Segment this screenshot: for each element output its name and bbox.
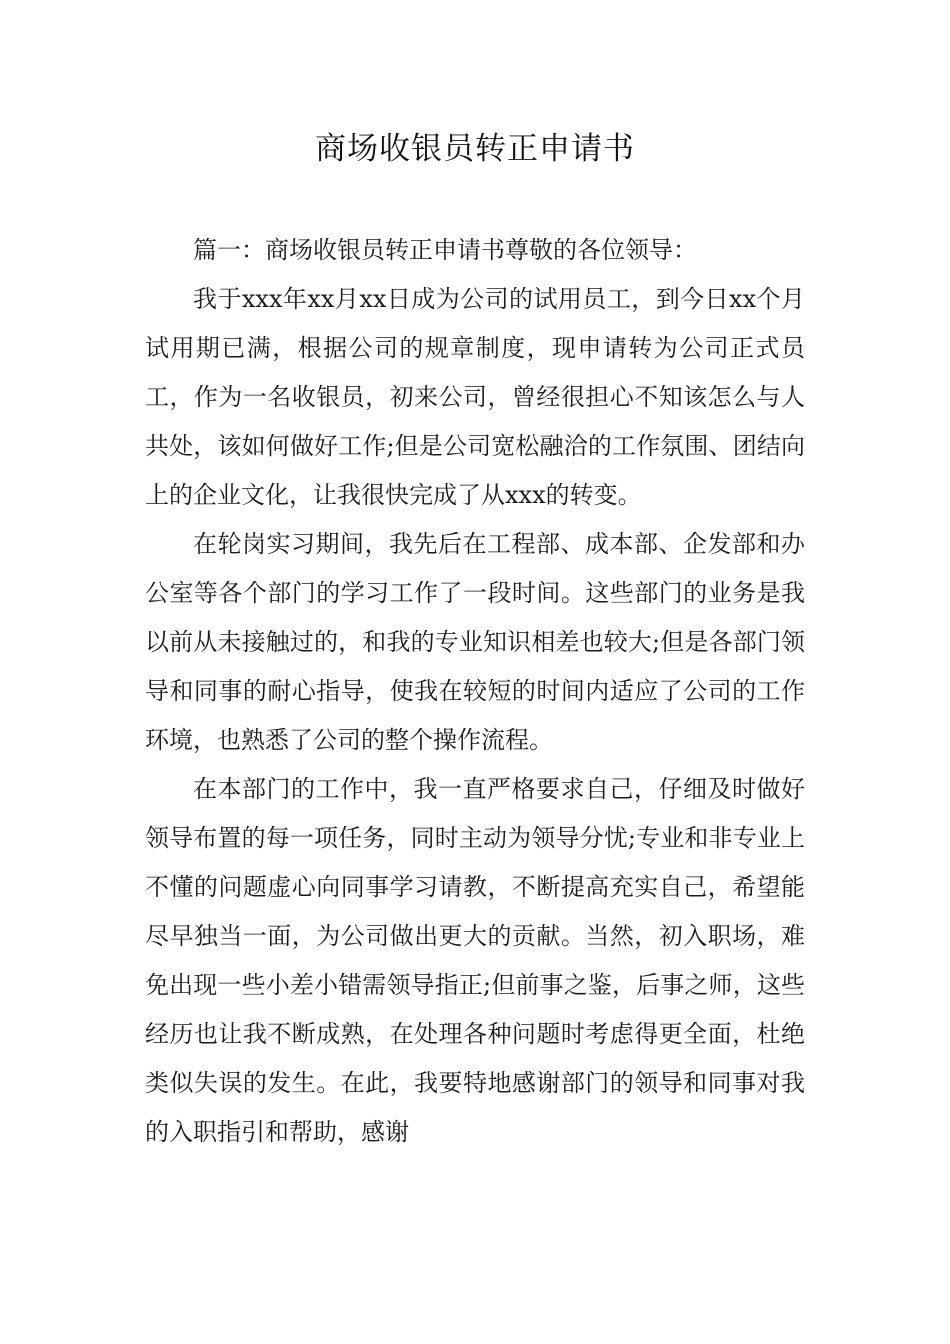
document-title: 商场收银员转正申请书: [315, 131, 635, 167]
paragraph-1: 我于xxx年xx月xx日成为公司的试用员工，到今日xx个月试用期已满，根据公司的规章制度，现申请转为公司正式员工，作为一名收银员，初来公司，曾经很担心不知该怎么与人共处，该如何做好工作;但是公司宽松融洽的工作氛围、团结向上的企业文化，让我很快完成了从xxx的转变。: [145, 285, 805, 509]
document-body: [145, 226, 805, 1157]
paragraph-2: 在轮岗实习期间，我先后在工程部、成本部、企发部和办公室等各个部门的学习工作了一段时间。这些部门的业务是我以前从未接触过的，和我的专业知识相差也较大;但是各部门领导和同事的耐心指导，使我在较短的时间内适应了公司的工作环境，也熟悉了公司的整个操作流程。: [145, 530, 805, 754]
paragraph-3: 在本部门的工作中，我一直严格要求自己，仔细及时做好领导布置的每一项任务，同时主动为领导分忧;专业和非专业上不懂的问题虚心向同事学习请教，不断提高充实自己，希望能尽早独当一面，为公司做出更大的贡献。当然，初入职场，难免出现一些小差小错需领导指正;但前事之鉴，后事之师，这些经历也让我不断成熟，在处理各种问题时考虑得更全面，杜绝类似失误的发生。在此，我要特地感谢部门的领导和同事对我的入职指引和帮助，感谢: [145, 775, 805, 1146]
paragraph-opening: 篇一：商场收银员转正申请书尊敬的各位领导：: [193, 236, 697, 264]
